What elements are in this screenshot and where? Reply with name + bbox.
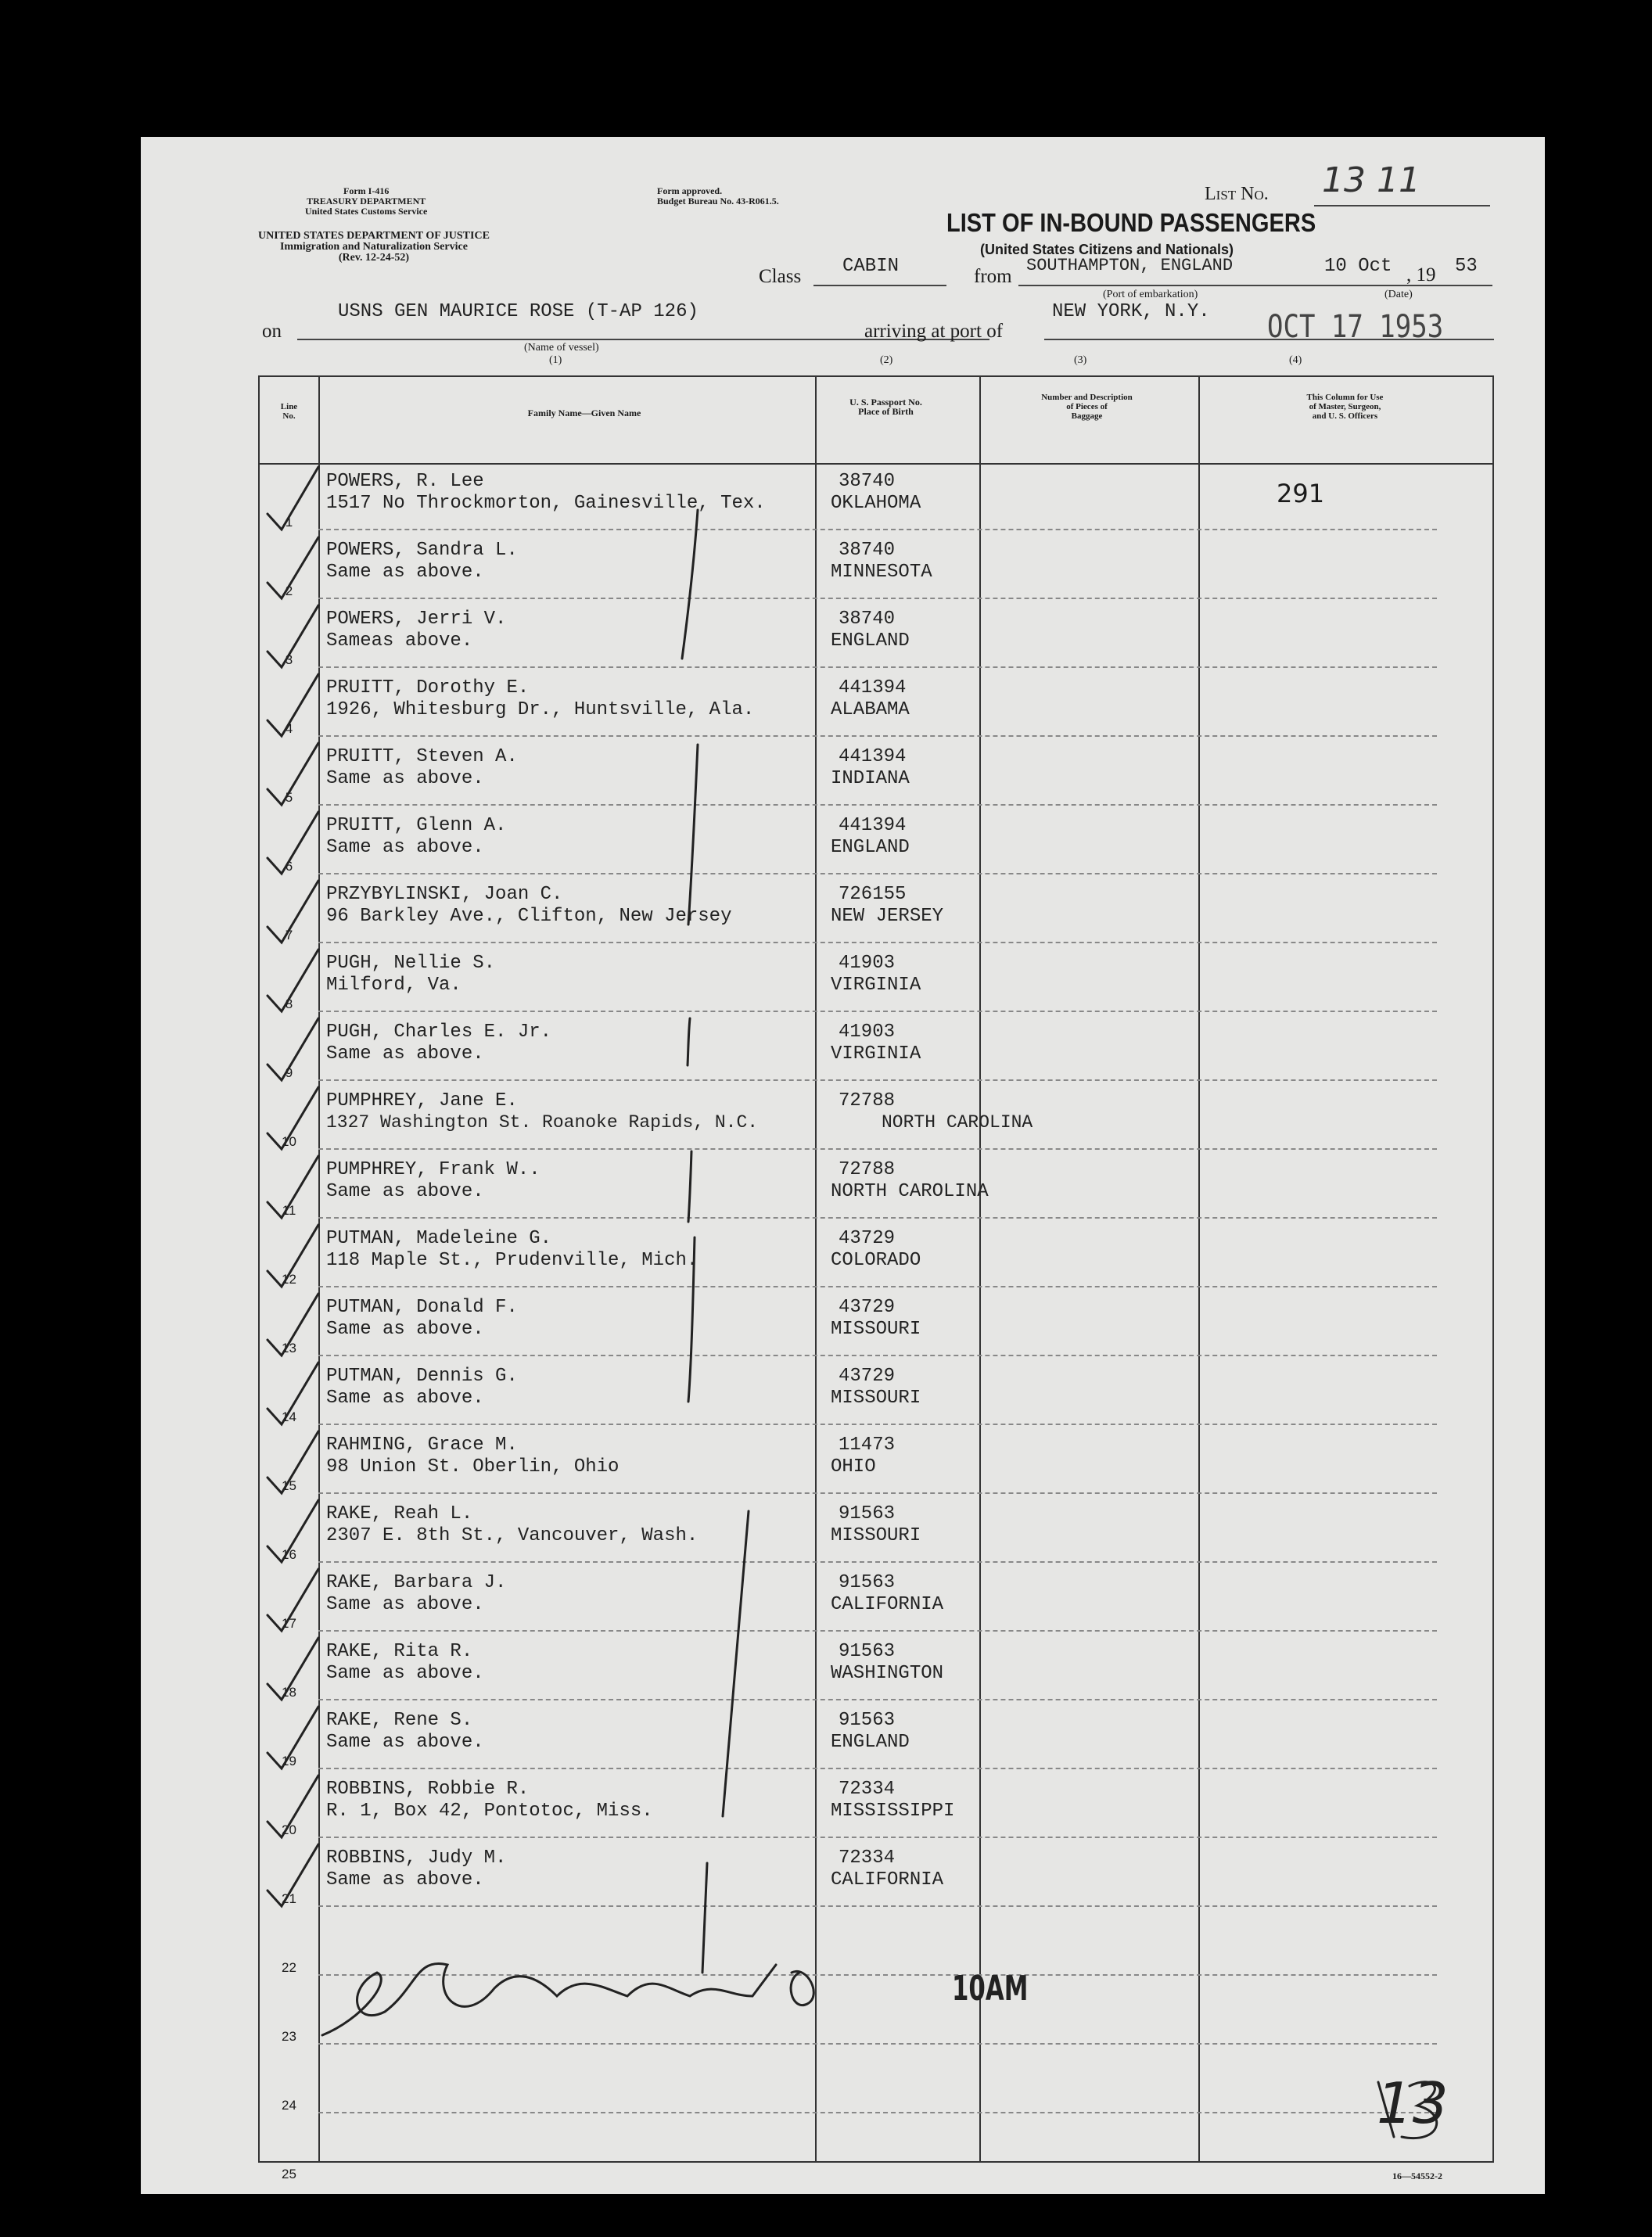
family-bracket — [688, 745, 698, 925]
passenger-name: RAHMING, Grace M. — [326, 1434, 518, 1456]
passenger-name: PUGH, Nellie S. — [326, 953, 496, 974]
passport-number: 91563 — [839, 1641, 896, 1662]
place-of-birth: ENGLAND — [831, 837, 910, 858]
passenger-address: 1327 Washington St. Roanoke Rapids, N.C. — [326, 1112, 759, 1133]
check-mark — [268, 1707, 318, 1768]
column-number: (4) — [1289, 354, 1302, 366]
check-mark — [268, 1156, 318, 1218]
check-mark — [268, 1638, 318, 1700]
line-number: 13 — [282, 1341, 296, 1355]
passenger-name: ROBBINS, Judy M. — [326, 1847, 507, 1869]
check-mark — [268, 1569, 318, 1631]
check-mark — [268, 605, 318, 667]
from-label: from — [974, 266, 1012, 287]
check-mark — [268, 1225, 318, 1287]
place-of-birth: NEW JERSEY — [831, 906, 944, 927]
passenger-address: 2307 E. 8th St., Vancouver, Wash. — [326, 1525, 699, 1546]
official-note: 291 — [1277, 479, 1325, 508]
passenger-address: Same as above. — [326, 562, 484, 583]
line-number: 15 — [282, 1478, 296, 1493]
check-mark — [268, 743, 318, 805]
line-number: 9 — [285, 1065, 293, 1080]
passport-number: 441394 — [839, 677, 907, 698]
check-mark — [268, 1294, 318, 1355]
passport-number: 38740 — [839, 471, 896, 492]
passport-number: 72334 — [839, 1779, 896, 1800]
vessel-value: USNS GEN MAURICE ROSE (T-AP 126) — [338, 301, 699, 322]
passport-number: 441394 — [839, 746, 907, 767]
passenger-address: Same as above. — [326, 1043, 484, 1065]
passport-number: 43729 — [839, 1366, 896, 1387]
col-header-baggage: Number and Description of Pieces of Baggage — [1041, 393, 1133, 421]
date-value: 10 Oct — [1324, 256, 1392, 277]
on-label: on — [262, 321, 282, 342]
line-number: 7 — [285, 928, 293, 943]
passenger-name: PUTMAN, Donald F. — [326, 1297, 518, 1318]
passport-number: 38740 — [839, 540, 896, 561]
line-number: 14 — [282, 1409, 296, 1424]
arrival-date-stamp: OCT 17 1953 — [1267, 309, 1444, 345]
passenger-address: Same as above. — [326, 837, 484, 858]
list-number-underline — [1314, 205, 1490, 206]
class-label: Class — [759, 266, 802, 287]
check-mark — [268, 674, 318, 736]
passenger-address: Same as above. — [326, 1732, 484, 1753]
date-underline — [1322, 285, 1492, 286]
passport-number: 91563 — [839, 1572, 896, 1593]
year-value: 53 — [1455, 256, 1478, 277]
place-of-birth: MINNESOTA — [831, 562, 932, 583]
check-mark — [268, 1844, 318, 1906]
check-mark — [268, 1087, 318, 1149]
corner-number: 13 — [1377, 2070, 1449, 2136]
passenger-address: Sameas above. — [326, 630, 473, 652]
check-mark — [268, 950, 318, 1011]
passenger-address: 96 Barkley Ave., Clifton, New Jersey — [326, 906, 732, 927]
column-number: (3) — [1074, 354, 1087, 366]
line-number: 8 — [285, 996, 293, 1011]
place-of-birth: ENGLAND — [831, 630, 910, 652]
list-number-value: 13 11 — [1322, 160, 1420, 200]
place-of-birth: CALIFORNIA — [831, 1869, 944, 1890]
check-mark — [268, 881, 318, 943]
passenger-name: PRZYBYLINSKI, Joan C. — [326, 884, 563, 905]
check-mark — [268, 812, 318, 874]
line-number: 24 — [282, 2098, 296, 2113]
line-number: 20 — [282, 1822, 296, 1837]
passenger-address: 1517 No Throckmorton, Gainesville, Tex. — [326, 493, 766, 514]
line-number: 3 — [285, 652, 293, 667]
line-number: 5 — [285, 790, 293, 805]
list-number-label: List No. — [1205, 184, 1269, 204]
embarkation-value: SOUTHAMPTON, ENGLAND — [1026, 256, 1234, 275]
passenger-name: RAKE, Rene S. — [326, 1710, 473, 1731]
place-of-birth: VIRGINIA — [831, 975, 921, 996]
place-of-birth: ALABAMA — [831, 699, 910, 720]
passenger-name: PUTMAN, Dennis G. — [326, 1366, 518, 1387]
passport-number: 441394 — [839, 815, 907, 836]
passenger-name: POWERS, R. Lee — [326, 471, 484, 492]
line-number: 6 — [285, 859, 293, 874]
place-of-birth: WASHINGTON — [831, 1663, 944, 1684]
place-of-birth: MISSOURI — [831, 1319, 921, 1340]
class-underline — [813, 285, 946, 286]
place-of-birth: OHIO — [831, 1456, 876, 1478]
line-number: 11 — [282, 1203, 296, 1218]
passport-number: 72788 — [839, 1090, 896, 1111]
passenger-address: 98 Union St. Oberlin, Ohio — [326, 1456, 620, 1478]
check-mark — [268, 1500, 318, 1562]
check-mark — [268, 1776, 318, 1837]
place-of-birth: CALIFORNIA — [831, 1594, 944, 1615]
line-number: 12 — [282, 1272, 296, 1287]
check-mark — [268, 537, 318, 598]
check-mark — [268, 1431, 318, 1493]
line-number: 4 — [285, 721, 293, 736]
passenger-name: PRUITT, Steven A. — [326, 746, 518, 767]
line-number: 23 — [282, 2029, 296, 2044]
passenger-address: 1926, Whitesburg Dr., Huntsville, Ala. — [326, 699, 755, 720]
signature-note: 10AM — [952, 1969, 1029, 2009]
passenger-name: POWERS, Sandra L. — [326, 540, 518, 561]
place-of-birth: INDIANA — [831, 768, 910, 789]
check-mark — [268, 467, 318, 530]
line-number: 17 — [282, 1616, 296, 1631]
line-number: 2 — [285, 583, 293, 598]
place-of-birth: MISSISSIPPI — [831, 1801, 955, 1822]
line-number: 21 — [282, 1891, 296, 1906]
passport-number: 72334 — [839, 1847, 896, 1869]
place-of-birth: ENGLAND — [831, 1732, 910, 1753]
line-number: 22 — [282, 1960, 296, 1975]
check-mark — [268, 1363, 318, 1424]
date-caption: (Date) — [1384, 289, 1413, 300]
handwritten-marks — [260, 377, 1492, 2161]
passport-number: 38740 — [839, 609, 896, 630]
embarkation-caption: (Port of embarkation) — [1103, 289, 1198, 300]
footer-code: 16—54552-2 — [1392, 2171, 1442, 2181]
from-underline — [1018, 285, 1331, 286]
passport-number: 726155 — [839, 884, 907, 905]
port-value: NEW YORK, N.Y. — [1052, 301, 1210, 322]
passenger-name: ROBBINS, Robbie R. — [326, 1779, 530, 1800]
passport-number: 43729 — [839, 1297, 896, 1318]
family-bracket — [682, 510, 698, 659]
passenger-name: RAKE, Barbara J. — [326, 1572, 507, 1593]
family-bracket — [688, 1018, 690, 1065]
passport-number: 41903 — [839, 953, 896, 974]
place-of-birth: MISSOURI — [831, 1388, 921, 1409]
page-title: LIST OF IN-BOUND PASSENGERS — [946, 208, 1316, 237]
place-of-birth: NORTH CAROLINA — [831, 1181, 989, 1202]
passport-number: 11473 — [839, 1434, 896, 1456]
line-number: 19 — [282, 1754, 296, 1768]
passenger-address: Same as above. — [326, 1594, 484, 1615]
family-bracket — [702, 1863, 707, 1973]
check-mark — [268, 1018, 318, 1080]
passenger-address: Milford, Va. — [326, 975, 461, 996]
line-number: 16 — [282, 1547, 296, 1562]
passenger-name: POWERS, Jerri V. — [326, 609, 507, 630]
budget-approval: Form approved. Budget Bureau No. 43-R061.5. — [657, 185, 779, 206]
passenger-name: RAKE, Rita R. — [326, 1641, 473, 1662]
passenger-address: Same as above. — [326, 1663, 484, 1684]
family-bracket — [688, 1237, 695, 1402]
passport-number: 41903 — [839, 1022, 896, 1043]
manifest-sheet — [141, 137, 1545, 2194]
form-block: Form I-416 TREASURY DEPARTMENT United States Customs Service — [305, 185, 428, 217]
passenger-address: Same as above. — [326, 1181, 484, 1202]
passenger-name: PUGH, Charles E. Jr. — [326, 1022, 552, 1043]
column-number: (2) — [880, 354, 893, 366]
family-bracket — [688, 1151, 691, 1222]
passport-number: 43729 — [839, 1228, 896, 1249]
place-of-birth: COLORADO — [831, 1250, 921, 1271]
place-of-birth: OKLAHOMA — [831, 493, 921, 514]
class-value: CABIN — [842, 256, 900, 277]
col-header-line-no: Line No. — [280, 402, 298, 421]
passport-number: 91563 — [839, 1503, 896, 1524]
passenger-address: Same as above. — [326, 1319, 484, 1340]
passenger-name: PRUITT, Dorothy E. — [326, 677, 530, 698]
year-prefix: , 19 — [1406, 264, 1436, 285]
line-number: 1 — [285, 515, 293, 530]
family-bracket — [723, 1511, 749, 1816]
col-header-officers: This Column for Use of Master, Surgeon, and U. S. Officers — [1306, 393, 1384, 421]
passenger-address: R. 1, Box 42, Pontotoc, Miss. — [326, 1801, 653, 1822]
line-number: 18 — [282, 1685, 296, 1700]
place-of-birth: VIRGINIA — [831, 1043, 921, 1065]
passenger-address: Same as above. — [326, 1388, 484, 1409]
passenger-address: Same as above. — [326, 1869, 484, 1890]
passenger-name: PUTMAN, Madeleine G. — [326, 1228, 552, 1249]
passport-number: 91563 — [839, 1710, 896, 1731]
page-subtitle: (United States Citizens and Nationals) — [980, 242, 1234, 257]
passenger-address: Same as above. — [326, 768, 484, 789]
arriving-label: arriving at port of — [864, 321, 1004, 342]
department-block: UNITED STATES DEPARTMENT OF JUSTICE Immigration and Naturalization Service (Rev. 12-24-52) — [258, 230, 490, 264]
passport-number: 72788 — [839, 1159, 896, 1180]
handwritten-signature — [322, 1963, 813, 2035]
place-of-birth: MISSOURI — [831, 1525, 921, 1546]
passenger-name: RAKE, Reah L. — [326, 1503, 473, 1524]
passenger-name: PUMPHREY, Frank W.. — [326, 1159, 540, 1180]
col-header-name: Family Name—Given Name — [527, 408, 641, 418]
col-header-passport: U. S. Passport No. Place of Birth — [849, 397, 922, 417]
column-number: (1) — [549, 354, 562, 366]
place-of-birth: NORTH CAROLINA — [882, 1112, 1033, 1133]
line-number: 10 — [282, 1134, 296, 1149]
passenger-address: 118 Maple St., Prudenville, Mich. — [326, 1250, 699, 1271]
line-number: 25 — [282, 2167, 296, 2181]
vessel-caption: (Name of vessel) — [524, 342, 599, 354]
passenger-name: PRUITT, Glenn A. — [326, 815, 507, 836]
passenger-name: PUMPHREY, Jane E. — [326, 1090, 518, 1111]
